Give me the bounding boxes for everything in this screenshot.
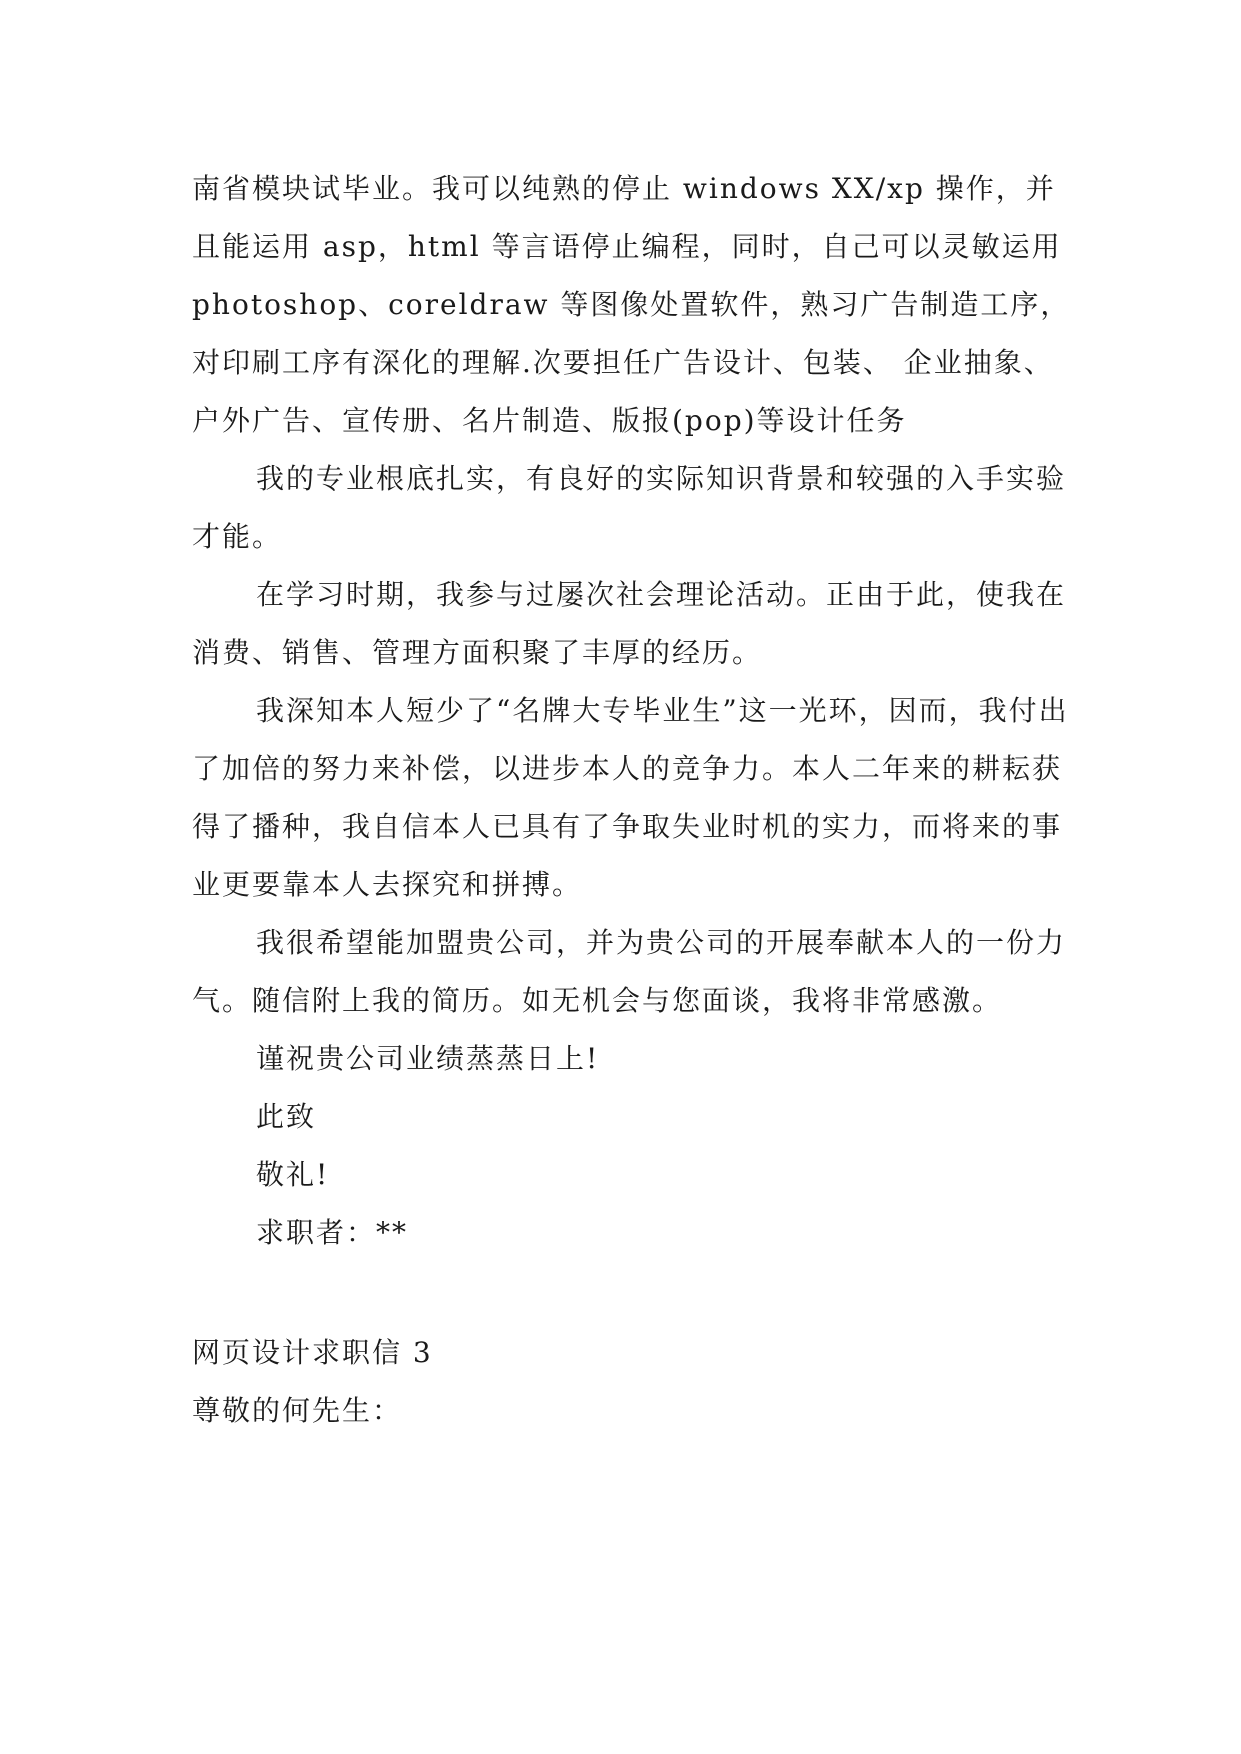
salutation: 尊敬的何先生： (192, 1394, 403, 1427)
signature: 求职者：** (256, 1216, 409, 1249)
closing-wish: 谨祝贵公司业绩蒸蒸日上! (256, 1042, 600, 1075)
paragraph-skills: 南省模块试毕业。我可以纯熟的停止 windows XX/xp 操作，并且能运用 asp，html 等言语停止编程，同时，自己可以灵敏运用 photoshop、coreldraw 等图像处置软件，熟习广告制造工序，对印刷工序有深化的理解.次要担任广告设计、包装、 企业抽象、户外广告、宣传册、名片制造、版报(pop)等设计任务 (192, 172, 1071, 437)
paragraph-hope: 我很希望能加盟贵公司，并为贵公司的开展奉献本人的一份力气。随信附上我的简历。如无机会与您面谈，我将非常感激。 (192, 926, 1067, 1017)
section-title: 网页设计求职信 3 (192, 1336, 433, 1369)
closing-greeting-2: 敬礼! (256, 1158, 330, 1191)
closing-greeting-1: 此致 (256, 1100, 317, 1133)
paragraph-effort: 我深知本人短少了“名牌大专毕业生”这一光环，因而，我付出了加倍的努力来补偿，以进步本人的竞争力。本人二年来的耕耘获得了播种，我自信本人已具有了争取失业时机的实力，而将来的事业更要靠本人去探究和拼搏。 (192, 694, 1069, 901)
document-body (192, 160, 1072, 1440)
paragraph-activities: 在学习时期，我参与过屡次社会理论活动。正由于此，使我在消费、销售、管理方面积聚了丰厚的经历。 (192, 578, 1067, 669)
paragraph-foundation: 我的专业根底扎实，有良好的实际知识背景和较强的入手实验才能。 (192, 462, 1067, 553)
